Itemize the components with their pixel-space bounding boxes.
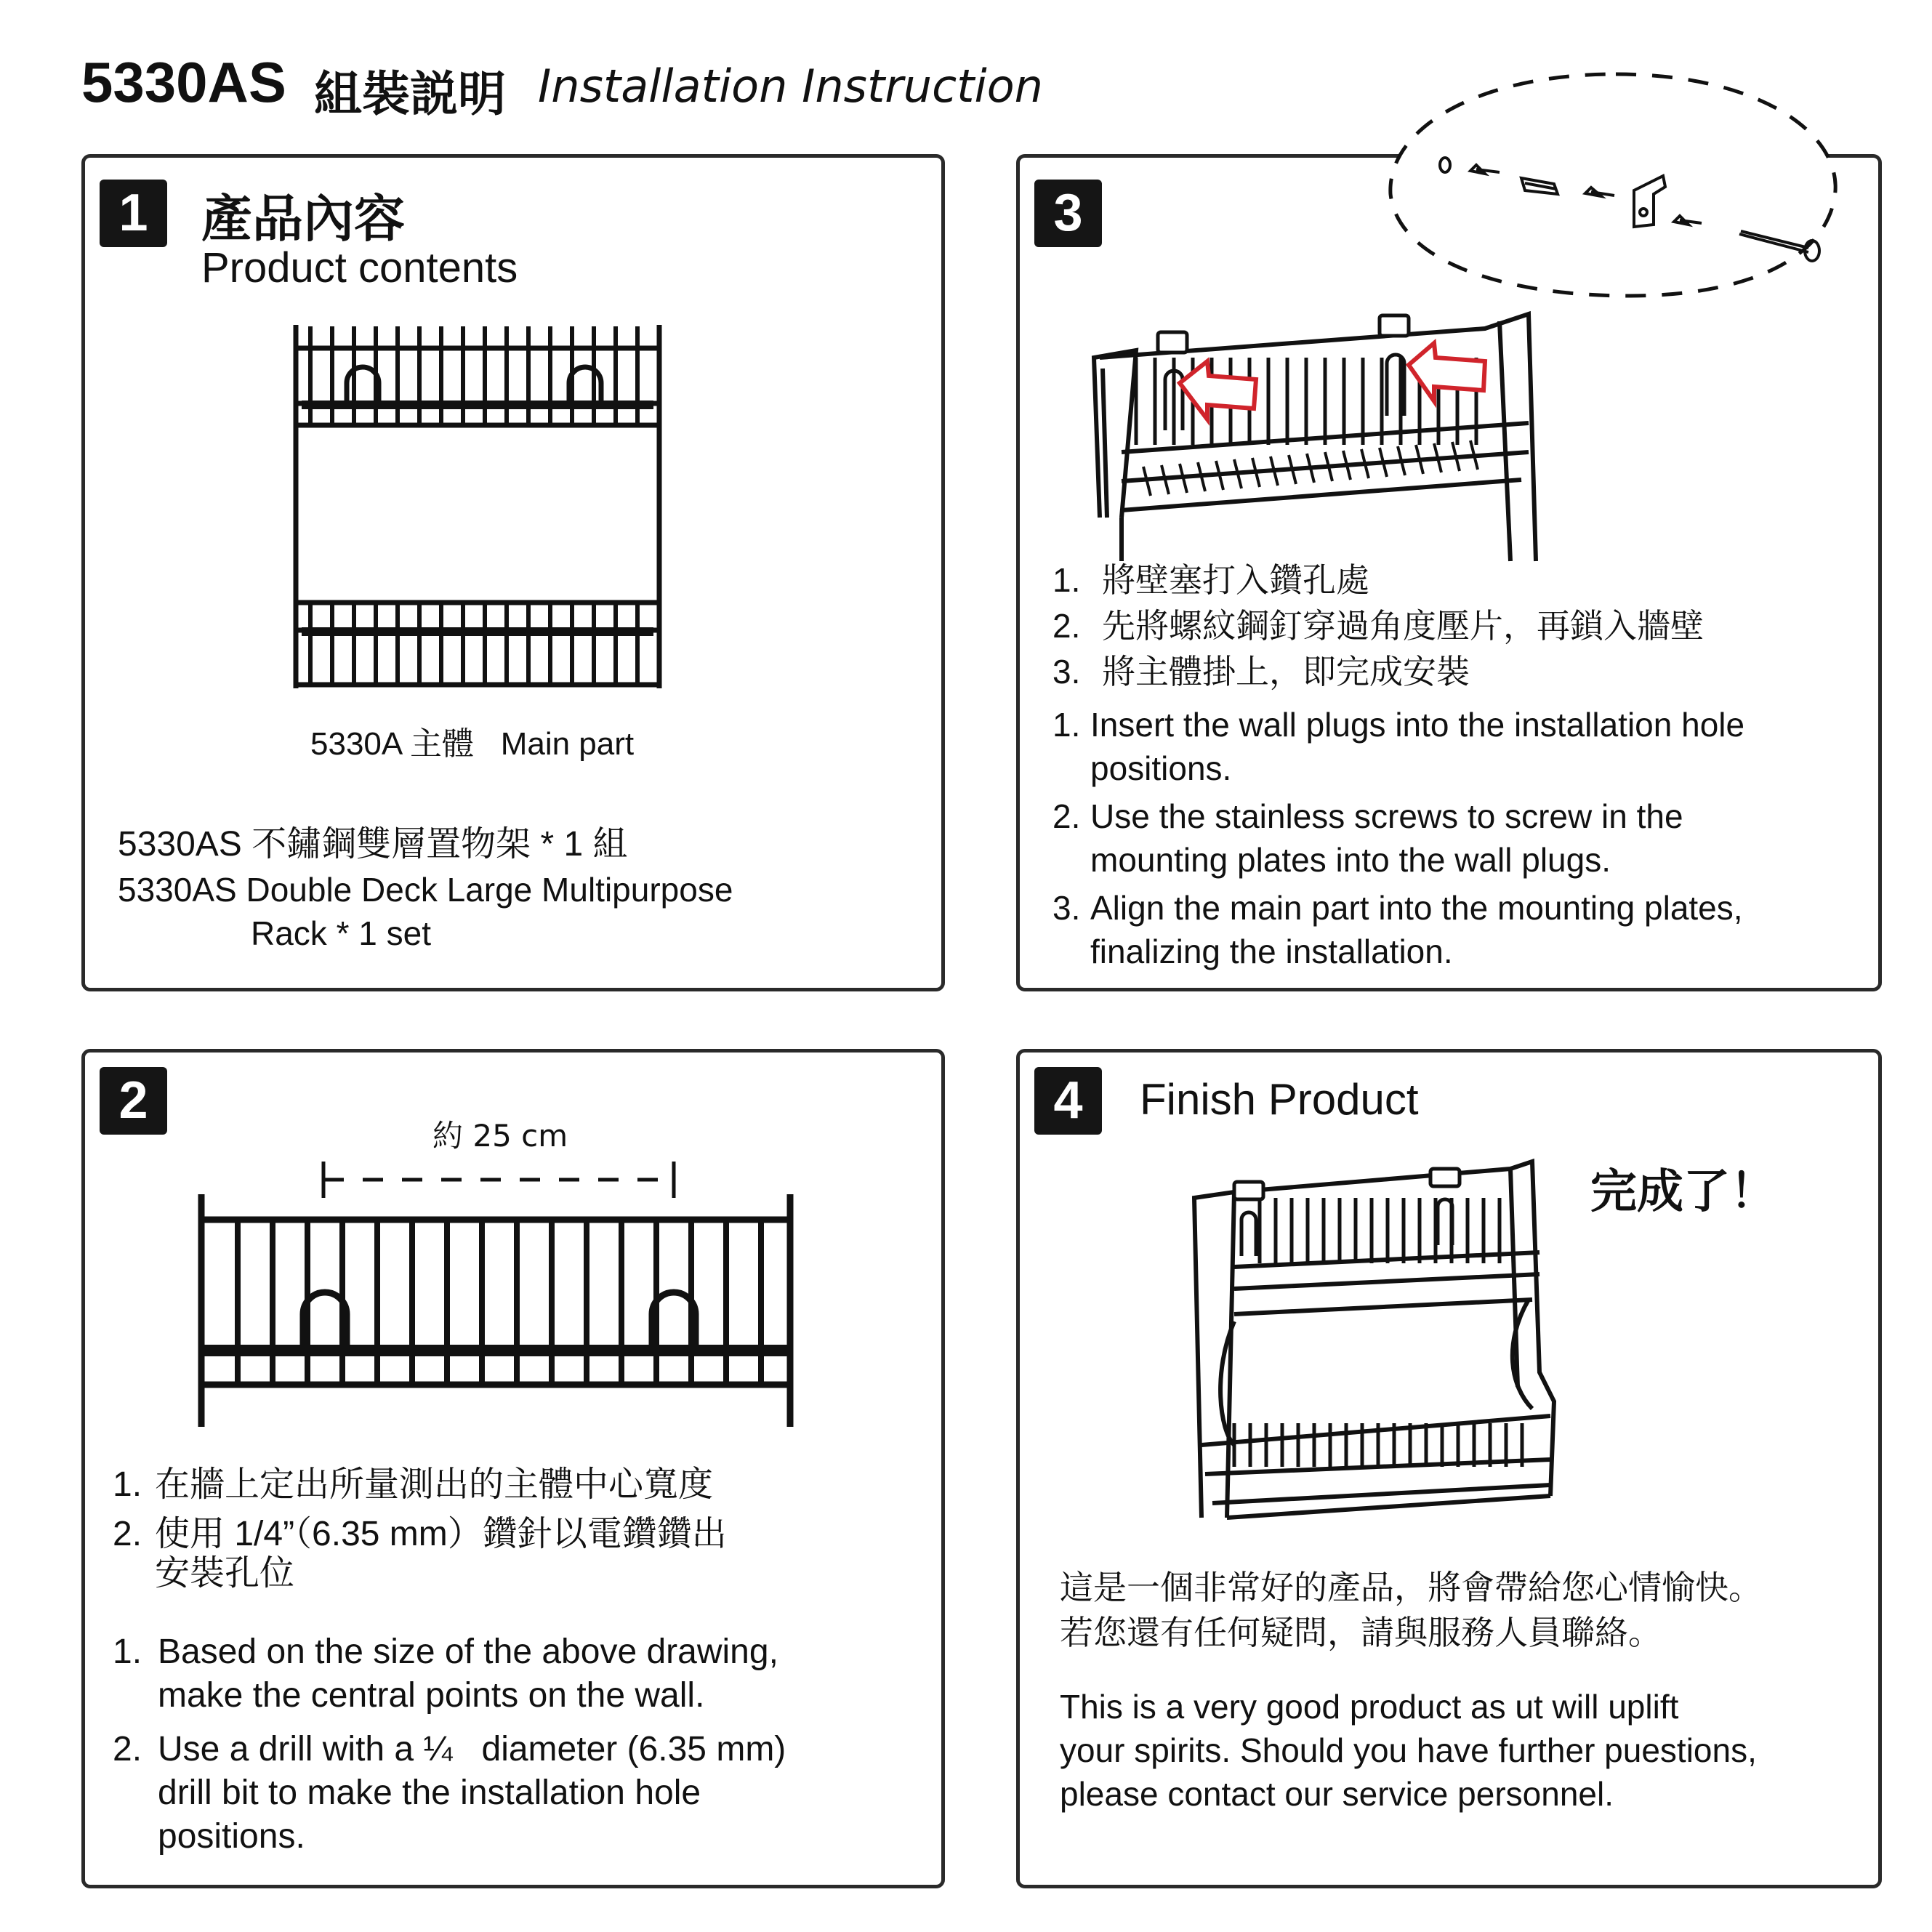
step-1-panel [81,154,945,991]
product-description-zh: 5330AS 不鏽鋼雙層置物架 * 1 組 [118,825,628,864]
instruction-text: Align the main part into the mounting plates, finalizing the installation. [1090,889,1743,970]
instruction-text: 將壁塞打入鑽孔處 [1102,561,1369,599]
instruction-item [1052,649,1704,695]
closing-note-zh-line1: 這是一個非常好的產品，將會帶給您心情愉快。 [1060,1569,1762,1606]
instruction-item [113,1515,727,1593]
instruction-number: 1. [113,1633,142,1671]
instruction-number: 1. [1052,706,1081,744]
instruction-number: 1. [113,1465,142,1504]
step-3-instructions-en [1052,703,1744,973]
spacing-dimension-label: 約 25 cm [432,1118,568,1154]
instruction-item [1052,703,1744,790]
step-4-badge: 4 [1034,1067,1102,1135]
closing-note-zh-line2: 若您還有任何疑問，請與服務人員聯絡。 [1060,1614,1662,1651]
step-3-panel [1016,154,1882,991]
instruction-number: 2. [113,1730,142,1768]
product-description-en-line1: 5330AS Double Deck Large Multipurpose [118,871,733,909]
main-part-caption: 5330A 主體 Main part [310,726,635,762]
finished-rack-illustration [1191,1154,1569,1532]
document-model-number: 5330AS [81,50,286,114]
step-2-instructions-en [113,1630,786,1859]
step-1-heading-en: Product contents [201,244,518,291]
instruction-text: Insert the wall plugs into the installation hole positions. [1090,706,1745,787]
step-2-badge: 2 [100,1067,167,1135]
instruction-item [1052,603,1704,649]
step-3-instructions-zh [1052,558,1704,695]
product-description-en-line2: Rack * 1 set [251,914,431,952]
step-4-heading: Finish Product [1140,1075,1419,1124]
instruction-number: 1. [1052,561,1081,599]
hardware-detail-callout [1383,56,1848,303]
instruction-text: 先將螺紋鋼釘穿過角度壓片，再鎖入牆壁 [1102,607,1704,645]
instruction-number: 2. [1052,607,1081,645]
instruction-number: 2. [1052,797,1081,835]
instruction-item [1052,794,1744,882]
document-title-zh: 組裝説明 [314,67,506,121]
rack-back-panel-illustration [194,1194,805,1434]
instruction-text: Based on the size of the above drawing, make the central points on the wall. [158,1633,778,1715]
closing-note-en: This is a very good product as ut will uplift your spirits. Should you have further puestions, please contact our service personnel. [1060,1688,1757,1813]
instruction-text: 在牆上定出所量測出的主體中心寬度 [155,1465,714,1504]
document-title-en: Installation Instruction [538,60,1043,113]
step-4-panel [1016,1049,1882,1888]
instruction-item [113,1728,786,1859]
instruction-text: Use a drill with a ¼ diameter (6.35 mm) drill bit to make the installation hole positions. [158,1730,786,1856]
instruction-item [1052,886,1744,973]
step-2-panel [81,1049,945,1888]
step-2-instructions-zh [113,1465,727,1593]
instruction-text: Use the stainless screws to screw in the mounting plates into the wall plugs. [1090,797,1683,879]
step-1-heading-zh: 產品內容 [201,190,405,247]
instruction-number: 3. [1052,889,1081,927]
instruction-item [113,1630,786,1718]
rack-mounting-illustration [1092,299,1543,561]
instruction-item [1052,558,1704,603]
completion-message-zh: 完成了！ [1590,1165,1776,1217]
instruction-number: 2. [113,1515,142,1553]
instruction-item [113,1465,727,1505]
step-3-badge: 3 [1034,180,1102,247]
instruction-text: 使用 1/4”（6.35 mm）鑽針以電鑽鑽出 安裝孔位 [155,1515,727,1593]
step-1-badge: 1 [100,180,167,247]
instruction-text: 將主體掛上，即完成安裝 [1102,653,1470,691]
instruction-number: 3. [1052,653,1081,691]
main-part-front-view-illustration [289,318,667,696]
